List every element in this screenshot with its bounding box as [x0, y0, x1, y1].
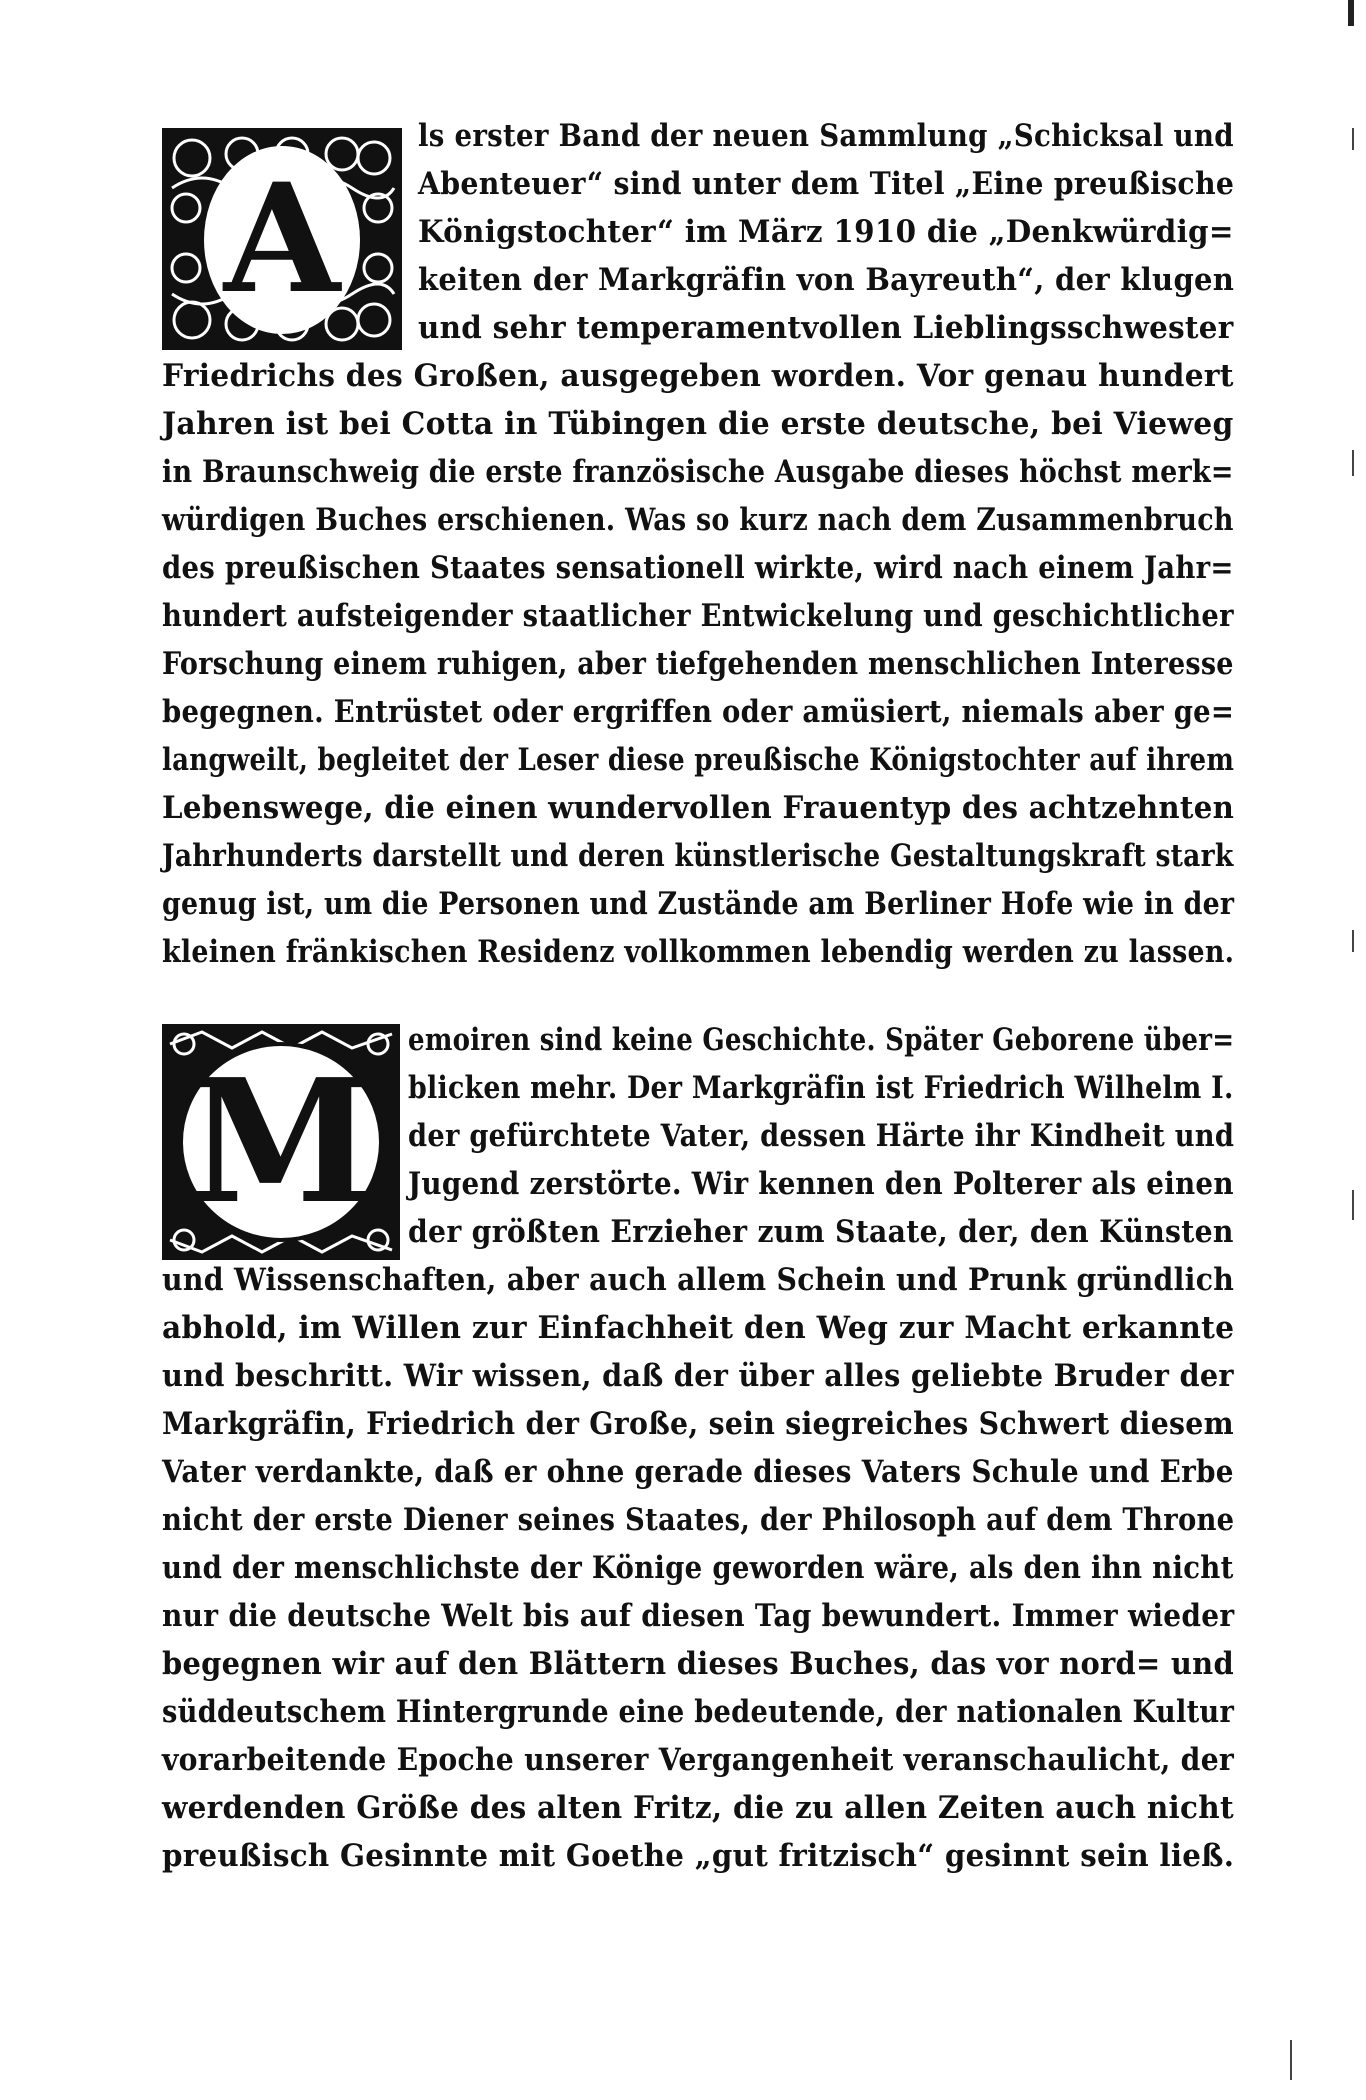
text-line: nicht der erste Diener seines Staates, der Philosoph auf dem Throne: [162, 1502, 1235, 1538]
scan-margin-mark: [1352, 1190, 1354, 1220]
text-line: vorarbeitende Epoche unserer Vergangenheit veranschaulicht, der: [162, 1742, 1235, 1778]
scan-margin-mark: [1352, 128, 1354, 150]
text-line: Königstochter“ im März 1910 die „Denkwürdig=: [418, 214, 1234, 250]
text-line: ls erster Band der neuen Sammlung „Schicksal und: [418, 118, 1234, 154]
text-line: und Wissenschaften, aber auch allem Schein und Prunk gründlich: [162, 1262, 1235, 1298]
paragraph-1: [162, 116, 1234, 1016]
text-line: preußisch Gesinnte mit Goethe „gut fritzisch“ gesinnt sein ließ.: [162, 1838, 1235, 1874]
text-line: Jahren ist bei Cotta in Tübingen die erste deutsche, bei Vieweg: [162, 406, 1234, 442]
text-line: der gefürchtete Vater, dessen Härte ihr Kindheit und: [408, 1118, 1235, 1154]
text-line: Jahrhunderts darstellt und deren künstlerische Gestaltungskraft stark: [162, 838, 1234, 874]
text-line: blicken mehr. Der Markgräfin ist Friedrich Wilhelm I.: [408, 1070, 1234, 1106]
initial-letter-a: A: [223, 151, 341, 327]
text-line: kleinen fränkischen Residenz vollkommen lebendig werden zu lassen.: [162, 934, 1235, 970]
scan-margin-mark: [1290, 2040, 1292, 2080]
text-line: süddeutschem Hintergrunde eine bedeutende, der nationalen Kultur: [162, 1694, 1235, 1730]
text-line: Markgräfin, Friedrich der Große, sein siegreiches Schwert diesem: [162, 1406, 1234, 1442]
text-line: würdigen Buches erschienen. Was so kurz nach dem Zusammenbruch: [162, 502, 1234, 538]
text-line: Lebenswege, die einen wundervollen Frauentyp des achtzehnten: [162, 790, 1235, 826]
text-line: in Braunschweig die erste französische Ausgabe dieses höchst merk=: [162, 454, 1234, 490]
initial-letter-m: M: [186, 1042, 376, 1242]
text-line: begegnen. Entrüstet oder ergriffen oder amüsiert, niemals aber ge=: [162, 694, 1235, 730]
text-line: emoiren sind keine Geschichte. Später Geborene über=: [408, 1022, 1235, 1058]
text-line: Abenteuer“ sind unter dem Titel „Eine preußische: [418, 166, 1235, 202]
text-line: hundert aufsteigender staatlicher Entwickelung und geschichtlicher: [162, 598, 1234, 634]
text-line: nur die deutsche Welt bis auf diesen Tag bewundert. Immer wieder: [162, 1598, 1235, 1634]
text-line: Jugend zerstörte. Wir kennen den Polterer als einen: [408, 1166, 1234, 1202]
text-line: abhold, im Willen zur Einfachheit den Weg zur Macht erkannte: [162, 1310, 1235, 1346]
scan-edge-mark: [1348, 0, 1354, 26]
paragraph-2: [162, 1020, 1234, 2020]
text-line: werdenden Größe des alten Fritz, die zu allen Zeiten auch nicht: [162, 1790, 1234, 1826]
scan-margin-mark: [1352, 450, 1354, 476]
text-line: Forschung einem ruhigen, aber tiefgehenden menschlichen Interesse: [162, 646, 1234, 682]
text-line: langweilt, begleitet der Leser diese preußische Königstochter auf ihrem: [162, 742, 1235, 778]
text-line: keiten der Markgräfin von Bayreuth“, der klugen: [418, 262, 1235, 298]
text-line: und beschritt. Wir wissen, daß der über alles geliebte Bruder der: [162, 1358, 1234, 1394]
text-line: begegnen wir auf den Blättern dieses Buches, das vor nord= und: [162, 1646, 1234, 1682]
text-line: und der menschlichste der Könige geworden wäre, als den ihn nicht: [162, 1550, 1234, 1586]
text-line: Friedrichs des Großen, ausgegeben worden. Vor genau hundert: [162, 358, 1234, 394]
text-line: genug ist, um die Personen und Zustände am Berliner Hofe wie in der: [162, 886, 1235, 922]
text-line: Vater verdankte, daß er ohne gerade dieses Vaters Schule und Erbe: [162, 1454, 1234, 1490]
scan-margin-mark: [1352, 930, 1354, 952]
text-line: des preußischen Staates sensationell wirkte, wird nach einem Jahr=: [162, 550, 1234, 586]
text-line: der größten Erzieher zum Staate, der, den Künsten: [408, 1214, 1234, 1250]
text-line: und sehr temperamentvollen Lieblingsschwester: [418, 310, 1234, 346]
